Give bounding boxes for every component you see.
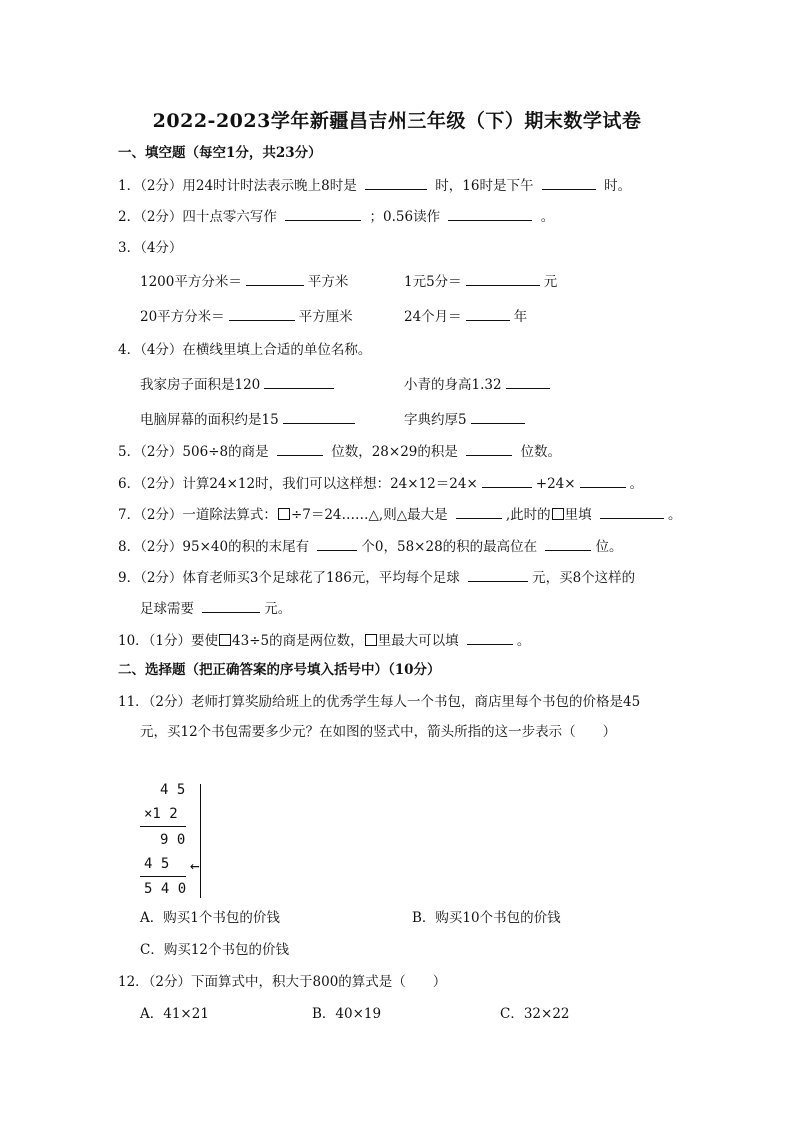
question-8-text-b: 个0，58×28的积的最高位在 (361, 539, 538, 555)
q12-option-b[interactable]: B．40×19 (312, 1006, 382, 1022)
question-7-text-c: ,此时的 (505, 507, 551, 523)
answer-blank[interactable] (468, 567, 528, 582)
answer-blank[interactable] (482, 473, 532, 488)
question-9-text-c: 足球需要 (140, 601, 194, 617)
question-5 (118, 441, 561, 462)
answer-blank[interactable] (448, 206, 532, 221)
calc-divider (200, 784, 201, 898)
box-placeholder (278, 508, 290, 520)
box-placeholder (365, 634, 377, 646)
answer-blank[interactable] (466, 306, 510, 321)
answer-blank[interactable] (506, 374, 550, 389)
question-8 (118, 536, 622, 557)
unit-label: 年 (513, 309, 528, 325)
question-3-item-2 (404, 271, 557, 292)
page-title: 2022-2023学年新疆昌吉州三年级（下）期末数学试卷 (152, 110, 642, 132)
calc-row-multiplicand: 4 5 (160, 782, 186, 798)
unit-label: 平方米 (307, 274, 349, 290)
vertical-multiplication (138, 782, 218, 898)
unit-label: 元 (543, 274, 558, 290)
question-9-text-b: 元，买8个这样的 (532, 570, 636, 586)
calc-row-product: 5 4 0 (144, 881, 187, 897)
answer-blank[interactable] (545, 536, 591, 551)
answer-blank[interactable] (277, 441, 323, 456)
calc-row-multiplier: ×1 2 (144, 806, 178, 822)
answer-blank[interactable] (466, 441, 512, 456)
question-3-item-3 (140, 306, 353, 327)
question-4-item-2-text: 小青的身高1.32 (404, 377, 502, 393)
question-2-text-b: ；0.56读作 (369, 209, 441, 225)
question-8-text-c: 位。 (595, 539, 623, 555)
question-4-item-2 (404, 374, 554, 395)
question-6 (118, 473, 643, 494)
answer-blank[interactable] (580, 473, 626, 488)
question-1-text-a: 1．（2分）用24时计时法表示晚上8时是 (118, 178, 357, 194)
question-10-text-a: 10．（1分）要使 (118, 633, 219, 649)
question-9 (118, 567, 635, 588)
question-9-text-d: 元。 (264, 601, 292, 617)
box-placeholder (219, 634, 231, 646)
question-3-item-1-text: 1200平方分米＝ (140, 274, 242, 290)
answer-blank[interactable] (456, 504, 502, 519)
question-12: 12．（2分）下面算式中，积大于800的算式是（ ） (118, 974, 447, 990)
calc-rule (140, 826, 186, 827)
question-3: 3．（4分） (118, 240, 183, 256)
question-3-item-4-text: 24个月＝ (404, 309, 462, 325)
question-7-text-a: 7．（2分）一道除法算式： (118, 507, 277, 523)
question-6-text-b: +24× (535, 476, 576, 492)
q11-option-a[interactable]: A．购买1个书包的价钱 (140, 910, 280, 926)
section-choice-title: 二、选择题（把正确答案的序号填入括号中）（10分） (118, 662, 441, 678)
question-7-text-e: 。 (667, 507, 682, 523)
question-5-text-a: 5．（2分）506÷8的商是 (118, 444, 269, 460)
question-4-item-4-text: 字典约厚5 (404, 412, 467, 428)
answer-blank[interactable] (264, 374, 334, 389)
question-11: 11．（2分）老师打算奖励给班上的优秀学生每人一个书包，商店里每个书包的价格是45 (118, 694, 641, 710)
question-7 (118, 504, 681, 525)
answer-blank[interactable] (285, 206, 361, 221)
section-fill-in-title: 一、填空题（每空1分，共23分） (118, 145, 322, 161)
answer-blank[interactable] (471, 409, 525, 424)
question-4-item-1-text: 我家房子面积是120 (140, 377, 261, 393)
question-6-text-a: 6．（2分）计算24×12时，我们可以这样想：24×12＝24× (118, 476, 478, 492)
question-10-text-b: 43÷5的商是两位数， (232, 633, 364, 649)
question-3-item-2-text: 1元5分＝ (404, 274, 462, 290)
question-7-text-d: 里填 (564, 507, 592, 523)
question-4-item-4 (404, 409, 529, 430)
question-3-item-1 (140, 271, 348, 292)
question-2 (118, 206, 554, 227)
question-2-text-a: 2．（2分）四十点零六写作 (118, 209, 277, 225)
question-10-text-d: 。 (516, 633, 531, 649)
question-9-text-a: 9．（2分）体育老师买3个足球花了186元，平均每个足球 (118, 570, 460, 586)
answer-blank[interactable] (467, 630, 513, 645)
question-3-item-3-text: 20平方分米＝ (140, 309, 225, 325)
question-1-text-c: 时。 (604, 178, 632, 194)
q12-option-c[interactable]: C．32×22 (500, 1006, 570, 1022)
question-5-text-c: 位数。 (520, 444, 561, 460)
question-10-text-c: 里最大可以填 (377, 633, 459, 649)
question-8-text-a: 8．（2分）95×40的积的末尾有 (118, 539, 310, 555)
unit-label: 平方厘米 (298, 309, 353, 325)
answer-blank[interactable] (283, 409, 355, 424)
calc-row-partial-1: 9 0 (160, 832, 186, 848)
question-1-text-b: 时，16时是下午 (435, 178, 534, 194)
question-9-cont (140, 598, 291, 619)
answer-blank[interactable] (229, 306, 295, 321)
question-11-cont: 元，买12个书包需要多少元？在如图的竖式中，箭头所指的这一步表示（ ） (140, 724, 617, 740)
calc-row-partial-2: 4 5 (144, 856, 170, 872)
q11-option-c[interactable]: C．购买12个书包的价钱 (140, 942, 290, 958)
q11-option-b[interactable]: B．购买10个书包的价钱 (412, 910, 561, 926)
answer-blank[interactable] (246, 271, 304, 286)
answer-blank[interactable] (365, 175, 427, 190)
question-1 (118, 175, 631, 196)
question-3-item-4 (404, 306, 527, 327)
question-4-item-1 (140, 374, 338, 395)
answer-blank[interactable] (542, 175, 596, 190)
question-4-item-3-text: 电脑屏幕的面积约是15 (140, 412, 279, 428)
arrow-left-icon: ← (190, 856, 200, 875)
calc-rule (140, 876, 186, 877)
question-10 (118, 630, 530, 651)
answer-blank[interactable] (466, 271, 540, 286)
q12-option-a[interactable]: A．41×21 (140, 1006, 209, 1022)
box-placeholder (552, 508, 564, 520)
answer-blank[interactable] (600, 504, 664, 519)
question-4-item-3 (140, 409, 359, 430)
answer-blank[interactable] (317, 536, 357, 551)
question-2-text-c: 。 (540, 209, 555, 225)
answer-blank[interactable] (202, 598, 260, 613)
question-5-text-b: 位数，28×29的积是 (331, 444, 458, 460)
question-6-text-c: 。 (629, 476, 644, 492)
question-7-text-b: ÷7＝24……△,则△最大是 (290, 507, 448, 523)
question-4: 4．（4分）在横线里填上合适的单位名称。 (118, 342, 372, 358)
